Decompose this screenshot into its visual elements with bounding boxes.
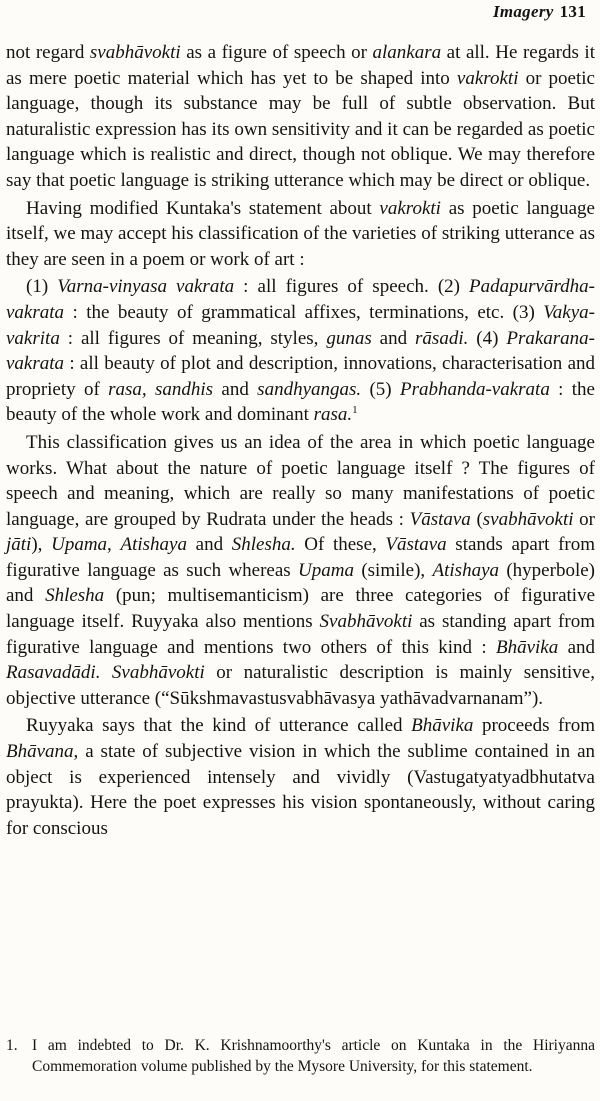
text-run: and (371, 327, 416, 349)
text-run: (hyperbole) and (6, 559, 595, 607)
text-run: This classification gives us an idea of the area in which poetic language works. What about the nature of poetic language itself ? The figures of speech and meaning, which are really so many manifestations of poetic language, are grouped by Rudrata under the heads : (6, 431, 595, 530)
text-run: : the beauty of the whole work and dominant (6, 378, 595, 426)
paragraph-5 (6, 713, 595, 841)
text-run: ( (470, 508, 483, 530)
text-run: rāsadi. (415, 327, 469, 349)
text-run: at all. He regards it as mere poetic material which has yet to be shaped into (6, 42, 595, 89)
text-run: : all beauty of plot and description, innovations, characterisation and propriety of (6, 353, 595, 400)
paragraph-2 (6, 196, 595, 273)
footnote-text: I am indebted to Dr. K. Krishnamoorthy's article on Kuntaka in the Hiriyanna Commemoration volume published by the Mysore University, for this statement. (32, 1037, 595, 1075)
text-run: rasa. (313, 404, 353, 426)
text-run: proceeds from (473, 715, 595, 737)
text-run: : all figures of speech. (2) (234, 276, 470, 298)
text-run: Bhāvika (495, 636, 559, 658)
text-run: alankara (372, 42, 442, 63)
text-run: Atishaya (120, 534, 187, 556)
text-run: Varna-vinyasa vakrata (57, 276, 235, 298)
text-run: (simile), (353, 559, 433, 581)
text-run: vakrokti (379, 197, 441, 219)
text-run: ), (31, 534, 52, 556)
text-run: or (573, 508, 596, 530)
footnotes (6, 1035, 595, 1077)
text-run: Shlesha (45, 585, 105, 607)
text-run: vakrokti (456, 67, 519, 89)
text-run: Rasavadādi. Svabhāvokti (6, 662, 205, 684)
text-run: Upama (51, 534, 108, 556)
text-run: Atishaya (432, 559, 500, 581)
text-run: , a state of subjective vision in which the sublime contained in an object is experienced intensely and vividly (Vastugatyatyadbhutatva prayukta). Here the poet expresses his vision spontaneously, without caring for conscious (6, 741, 595, 839)
text-run: as a figure of speech or (180, 42, 373, 63)
text-run: Having modified Kuntaka's statement about (26, 197, 380, 219)
text-run: and (213, 378, 258, 400)
text-run: Vāstava (385, 534, 447, 556)
text-run: (5) (361, 378, 400, 400)
page-number: 131 (559, 2, 586, 21)
text-run: Upama (298, 559, 354, 581)
text-run: rasa, (108, 378, 147, 400)
text-run: (1) (26, 276, 58, 298)
text-run: Vāstava (409, 508, 471, 530)
text-run: Padapurvārdha-vakrata (6, 276, 595, 323)
text-run: : all figures of meaning, styles, (59, 327, 327, 349)
text-run: Of these, (295, 534, 386, 556)
text-run: sandhis (155, 378, 214, 400)
text-run: Ruyyaka says that the kind of utterance called (26, 715, 412, 737)
text-run: Svabhāvokti (319, 611, 413, 633)
text-run: or poetic language, though its substance may be full of subtle observation. But naturalistic expression has its own sensitivity and it can be regarded as poetic language which is realistic and direct, though not oblique. We may therefore say that poetic language is striking utterance which may be direct or oblique. (6, 67, 595, 191)
footnote-ref: 1 (352, 404, 358, 417)
text-run: or naturalistic description is mainly sensitive, objective utterance (“Sūkshmavastusvabhāvasya yathāvadvarnanam”). (6, 662, 595, 709)
text-run: svabhāvokti (482, 508, 574, 530)
text-run: stands apart from figurative language as such whereas (6, 534, 596, 581)
text-run: sandhyangas. (257, 378, 362, 400)
paragraph-3 (6, 274, 595, 428)
text-run: not regard (6, 42, 90, 63)
text-run: and (558, 636, 595, 658)
paragraph-4 (6, 430, 595, 712)
body-text (6, 40, 595, 843)
text-run: Shlesha. (231, 534, 296, 556)
text-run: Prakarana-vakrata (6, 327, 596, 375)
text-run: as standing apart from figurative language and mentions two others of this kind : (6, 611, 595, 658)
text-run: gunas (326, 327, 372, 349)
text-run: Bhāvana (6, 741, 74, 763)
text-run: , (107, 534, 121, 556)
text-run: : the beauty of grammatical affixes, terminations, etc. (3) (64, 301, 544, 323)
text-run: Bhāvika (411, 715, 474, 737)
text-run: (pun; multisemanticism) are three categories of figurative language itself. Ruyyaka also mentions (6, 585, 596, 633)
text-run: as poetic language itself, we may accept his classification of the varieties of striking utterance as they are seen in a poem or work of art : (6, 197, 595, 270)
text-run: and (186, 534, 232, 556)
running-header (493, 2, 586, 22)
running-title: Imagery (492, 2, 554, 21)
text-run: jāti (6, 534, 32, 556)
text-run: Vakya-vakrita (6, 301, 595, 349)
text-run: (4) (468, 327, 507, 349)
text-run (147, 379, 155, 400)
paragraph-1 (6, 40, 595, 194)
text-run: svabhāvokti (89, 42, 181, 63)
footnote-number: 1. (6, 1037, 18, 1054)
footnote (6, 1035, 595, 1077)
text-run: Prabhanda-vakrata (399, 378, 550, 400)
